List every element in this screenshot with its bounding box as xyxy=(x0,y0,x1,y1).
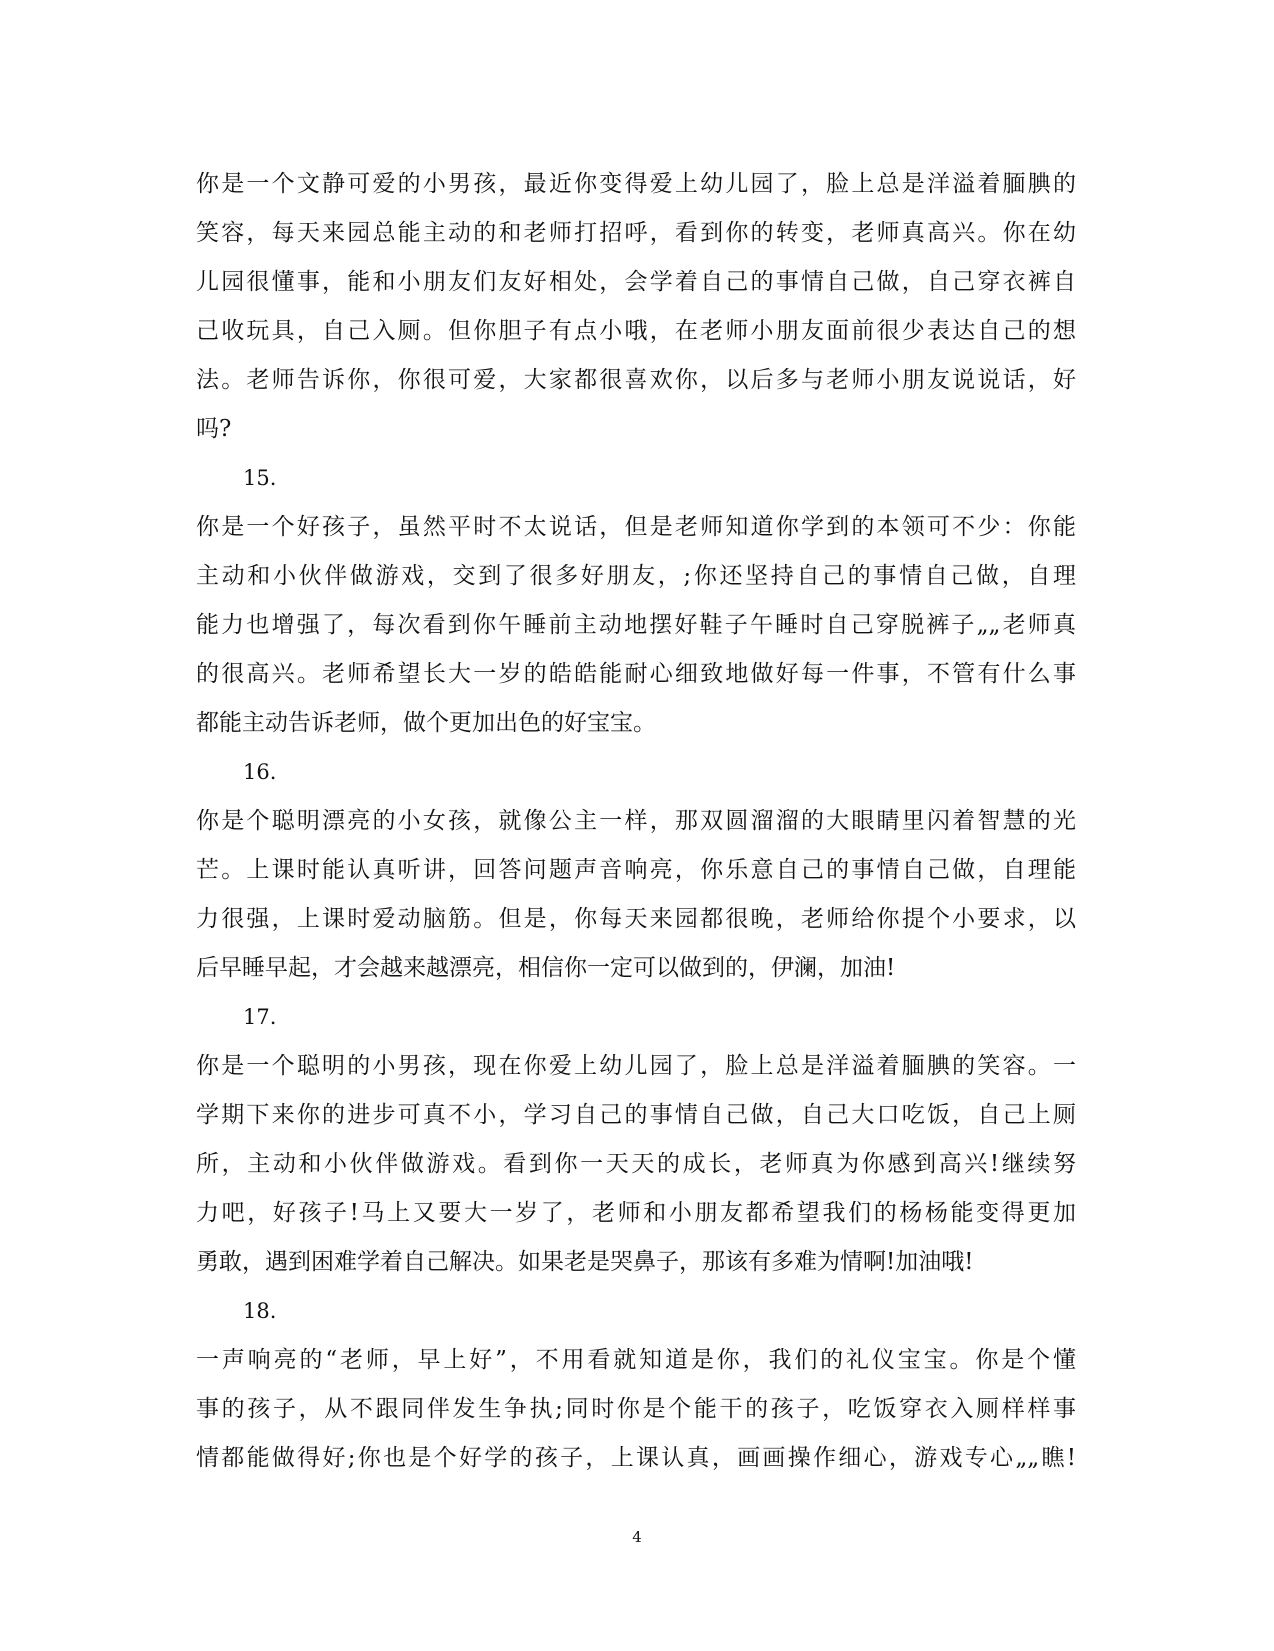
text-line: 笑容，每天来园总能主动的和老师打招呼，看到你的转变，老师真高兴。你在幼 xyxy=(196,220,1076,246)
text-line: 你是一个文静可爱的小男孩，最近你变得爱上幼儿园了，脸上总是洋溢着腼腆的 xyxy=(196,171,1076,197)
text-line: 能力也增强了，每次看到你午睡前主动地摆好鞋子午睡时自己穿脱裤子„„老师真 xyxy=(196,612,1076,638)
text-line: 学期下来你的进步可真不小，学习自己的事情自己做，自己大口吃饭，自己上厕 xyxy=(196,1102,1076,1128)
text-line: 都能主动告诉老师，做个更加出色的好宝宝。 xyxy=(196,710,656,736)
text-line: 力很强，上课时爱动脑筋。但是，你每天来园都很晚，老师给你提个小要求，以 xyxy=(196,906,1076,932)
text-line: 情都能做得好;你也是个好学的孩子，上课认真，画画操作细心，游戏专心„„瞧! xyxy=(196,1445,1076,1471)
page-number: 4 xyxy=(632,1528,642,1546)
text-line: 己收玩具，自己入厕。但你胆子有点小哦，在老师小朋友面前很少表达自己的想 xyxy=(196,318,1076,344)
item-number: 16. xyxy=(243,760,277,784)
text-line: 事的孩子，从不跟同伴发生争执;同时你是个能干的孩子，吃饭穿衣入厕样样事 xyxy=(196,1396,1076,1422)
text-line: 力吧，好孩子!马上又要大一岁了，老师和小朋友都希望我们的杨杨能变得更加 xyxy=(196,1200,1076,1226)
text-line: 后早睡早起，才会越来越漂亮，相信你一定可以做到的，伊澜，加油! xyxy=(196,955,896,981)
text-line: 一声响亮的“老师，早上好”，不用看就知道是你，我们的礼仪宝宝。你是个懂 xyxy=(196,1347,1076,1373)
text-line: 的很高兴。老师希望长大一岁的皓皓能耐心细致地做好每一件事，不管有什么事 xyxy=(196,661,1076,687)
text-line: 你是一个聪明的小男孩，现在你爱上幼儿园了，脸上总是洋溢着腼腆的笑容。一 xyxy=(196,1053,1076,1079)
text-line: 勇敢，遇到困难学着自己解决。如果老是哭鼻子，那该有多难为情啊!加油哦! xyxy=(196,1249,974,1275)
text-line: 所，主动和小伙伴做游戏。看到你一天天的成长，老师真为你感到高兴!继续努 xyxy=(196,1151,1076,1177)
item-number: 15. xyxy=(243,466,277,490)
text-line: 吗? xyxy=(196,416,232,442)
document-body xyxy=(196,160,1076,1483)
item-number: 18. xyxy=(243,1299,277,1323)
text-line: 芒。上课时能认真听讲，回答问题声音响亮，你乐意自己的事情自己做，自理能 xyxy=(196,857,1076,883)
item-number: 17. xyxy=(243,1005,277,1029)
text-line: 法。老师告诉你，你很可爱，大家都很喜欢你，以后多与老师小朋友说说话，好 xyxy=(196,367,1076,393)
text-line: 主动和小伙伴做游戏，交到了很多好朋友，;你还坚持自己的事情自己做，自理 xyxy=(196,563,1076,589)
text-line: 儿园很懂事，能和小朋友们友好相处，会学着自己的事情自己做，自己穿衣裤自 xyxy=(196,269,1076,295)
text-line: 你是个聪明漂亮的小女孩，就像公主一样，那双圆溜溜的大眼睛里闪着智慧的光 xyxy=(196,808,1076,834)
text-line: 你是一个好孩子，虽然平时不太说话，但是老师知道你学到的本领可不少：你能 xyxy=(196,514,1076,540)
